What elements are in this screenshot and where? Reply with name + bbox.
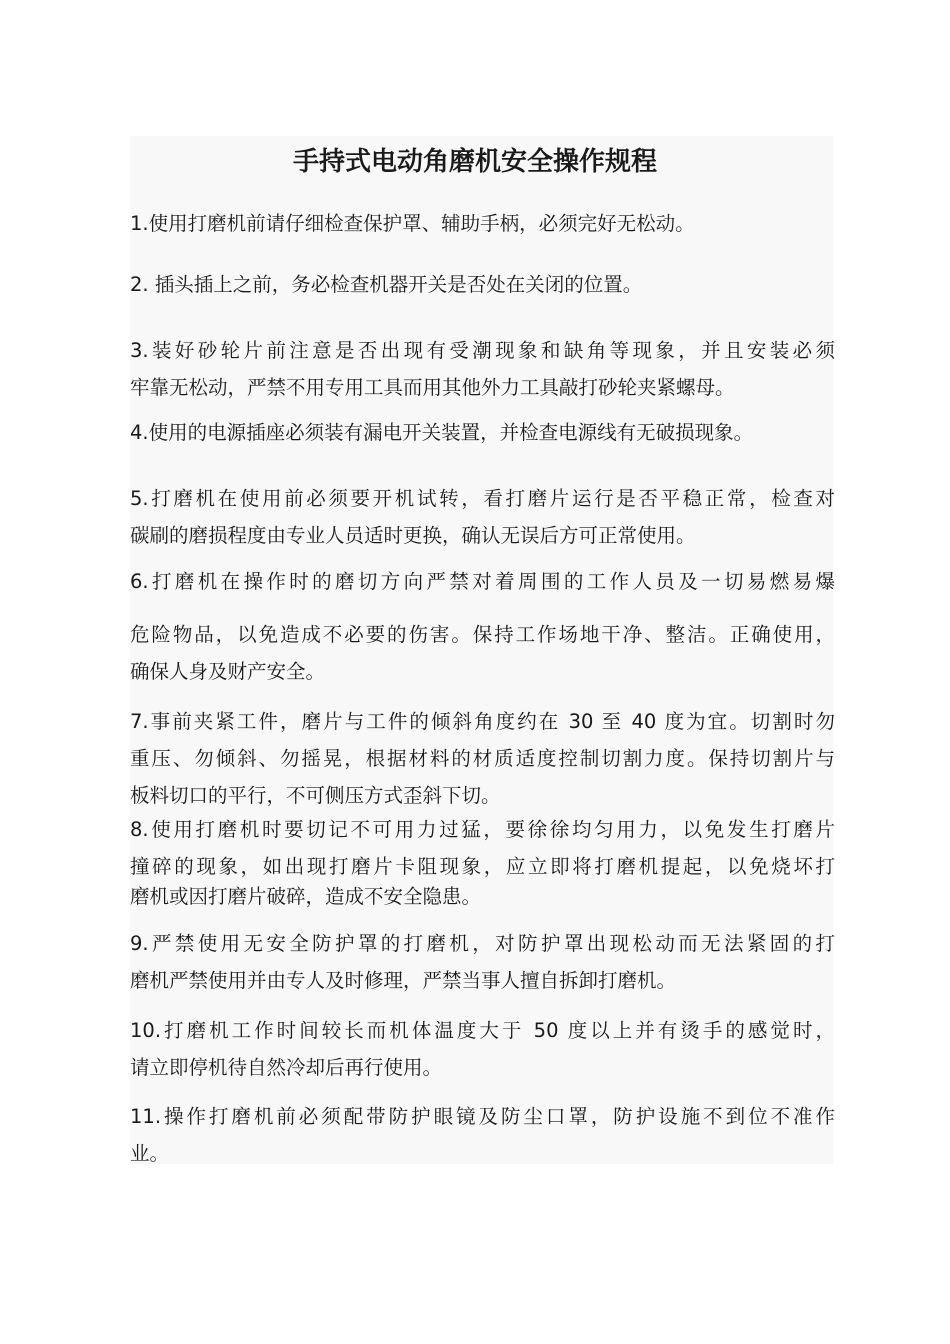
rule-line: 7.事前夹紧工件，磨片与工件的倾斜角度约在 30 至 40 度为宜。切割时勿 bbox=[130, 710, 835, 733]
rule-line: 撞碎的现象，如出现打磨片卡阻现象，应立即将打磨机提起，以免烧坏打 bbox=[130, 855, 835, 878]
rule-line: 6.打磨机在操作时的磨切方向严禁对着周围的工作人员及一切易燃易爆 bbox=[130, 570, 835, 593]
rule-line: 请立即停机待自然冷却后再行使用。 bbox=[130, 1056, 443, 1079]
rule-item-5 bbox=[130, 480, 835, 554]
rule-item-9 bbox=[130, 925, 835, 999]
rule-line: 危险物品，以免造成不必要的伤害。保持工作场地干净、整洁。正确使用， bbox=[130, 623, 835, 646]
rule-item-4 bbox=[130, 418, 835, 448]
rule-item-2 bbox=[130, 270, 835, 300]
rule-line: 确保人身及财产安全。 bbox=[130, 660, 326, 683]
rule-line: 磨机或因打磨片破碎，造成不安全隐患。 bbox=[130, 885, 482, 908]
rule-line: 10.打磨机工作时间较长而机体温度大于 50 度以上并有烫手的感觉时， bbox=[130, 1019, 835, 1042]
rule-line: 4.使用的电源插座必须装有漏电开关装置，并检查电源线有无破损现象。 bbox=[130, 421, 754, 444]
rule-item-8 bbox=[130, 815, 835, 912]
rule-line: 牢靠无松动，严禁不用专用工具而用其他外力工具敲打砂轮夹紧螺母。 bbox=[130, 376, 735, 399]
rule-line: 11.操作打磨机前必须配带防护眼镜及防尘口罩，防护设施不到位不准作 bbox=[130, 1105, 835, 1128]
rule-item-6 bbox=[130, 567, 835, 597]
rule-line: 碳刷的磨损程度由专业人员适时更换，确认无误后方可正常使用。 bbox=[130, 524, 696, 547]
rule-line: 板料切口的平行，不可侧压方式歪斜下切。 bbox=[130, 784, 501, 807]
rule-item-7 bbox=[130, 703, 835, 814]
rule-line: 2. 插头插上之前，务必检查机器开关是否处在关闭的位置。 bbox=[130, 273, 643, 296]
rule-line: 3.装好砂轮片前注意是否出现有受潮现象和缺角等现象，并且安装必须 bbox=[130, 339, 835, 362]
document-title: 手持式电动角磨机安全操作规程 bbox=[292, 147, 657, 177]
rule-item-1 bbox=[130, 209, 835, 239]
rule-line: 磨机严禁使用并由专人及时修理，严禁当事人擅自拆卸打磨机。 bbox=[130, 969, 677, 992]
rule-line: 1.使用打磨机前请仔细检查保护罩、辅助手柄，必须完好无松动。 bbox=[130, 212, 695, 235]
rule-item-11 bbox=[130, 1098, 835, 1172]
rule-line: 8.使用打磨机时要切记不可用力过猛，要徐徐均匀用力，以免发生打磨片 bbox=[130, 818, 835, 841]
rule-line: 重压、勿倾斜、勿摇晃，根据材料的材质适度控制切割力度。保持切割片与 bbox=[130, 747, 835, 770]
rule-line: 9.严禁使用无安全防护罩的打磨机，对防护罩出现松动而无法紧固的打 bbox=[130, 932, 835, 955]
rule-item-3 bbox=[130, 332, 835, 406]
rule-item-6-continued bbox=[130, 616, 835, 690]
rule-line: 5.打磨机在使用前必须要开机试转，看打磨片运行是否平稳正常，检查对 bbox=[130, 487, 835, 510]
rule-line: 业。 bbox=[130, 1142, 170, 1165]
rule-item-10 bbox=[130, 1012, 835, 1086]
